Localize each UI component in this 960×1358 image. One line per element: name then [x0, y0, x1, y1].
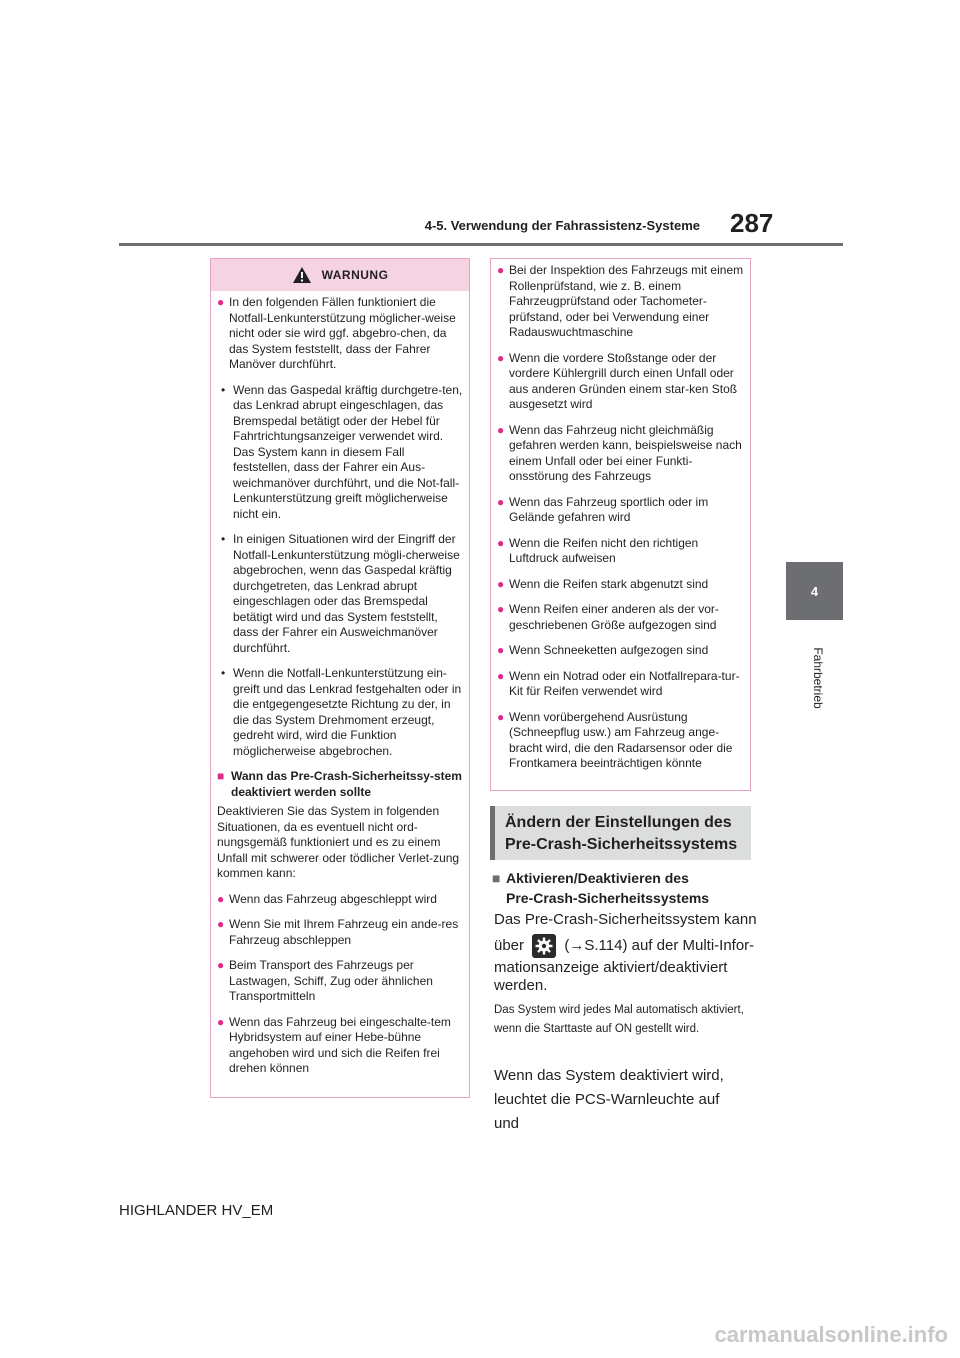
- body-text-line: über (→S.114) auf der Multi-Infor-: [494, 932, 764, 960]
- list-item: ● Wenn das Fahrzeug bei eingeschalte-tem Hybridsystem auf einer Hebe-bühne angehoben wird und sich die Reifen frei drehen können: [217, 1014, 451, 1075]
- bullet-icon: ●: [497, 709, 505, 724]
- list-item: ● Wenn vorübergehend Ausrüstung (Schneepflug usw.) am Fahrzeug ange-bracht wird, die den Radarsensor oder die Frontkamera beeinträchtigen könnte: [497, 709, 733, 770]
- bullet-icon: ●: [497, 263, 505, 277]
- subsection-heading: ■ Aktivieren/Deaktivieren des Pre-Crash-Sicherheitssystems: [492, 870, 710, 906]
- warning-triangle-icon: [292, 266, 312, 284]
- chapter-label: Fahrbetrieb: [811, 647, 825, 709]
- bullet-icon: ●: [497, 422, 505, 437]
- list-item: ● Wenn die vordere Stoßstange oder der vordere Kühlergrill durch einen Unfall oder aus anderen Gründen einem star-ken Stoß ausgesetzt wird: [497, 350, 738, 411]
- warning-continued-box: [490, 258, 751, 791]
- list-item: • In einigen Situationen wird der Eingriff der Notfall-Lenkunterstützung mögli-cherweise abgebrochen, wenn das Gaspedal kräftig durchgetreten, das Lenkrad abrupt eingeschlagen oder das Bremspedal betätigt wird und das System feststellt, dass der Fahrer ein Ausweichmanöver durchführt.: [221, 532, 460, 655]
- header-divider: [119, 243, 843, 246]
- bullet-icon: ●: [497, 535, 505, 550]
- list-item: ● Wenn das Fahrzeug nicht gleichmäßig gefahren werden kann, beispielsweise nach einem Unfall oder bei einer Funkti-onsstörung des Fahrzeugs: [497, 422, 742, 483]
- warning-box: [210, 258, 470, 1098]
- warning-subheading: ■ Wann das Pre-Crash-Sicherheitssy-stem deaktiviert werden sollte: [217, 769, 462, 799]
- bullet-icon: ●: [217, 891, 225, 906]
- list-item: ● Wenn die Reifen nicht den richtigen Luftdruck aufweisen: [497, 535, 699, 565]
- list-item: ● Wenn ein Notrad oder ein Notfallrepara-tur-Kit für Reifen verwendet wird: [497, 668, 740, 698]
- section-header-title: 4-5. Verwendung der Fahrassistenz-Systeme: [424, 218, 700, 233]
- list-item: ● Wenn das Fahrzeug sportlich oder im Gelände gefahren wird: [497, 494, 709, 524]
- list-item: ● Wenn das Fahrzeug abgeschleppt wird: [217, 891, 437, 906]
- section-title-line2: Pre-Crash-Sicherheitssystems: [505, 836, 738, 853]
- bullet-icon: ●: [497, 602, 505, 616]
- section-heading: [490, 806, 751, 860]
- bullet-icon: ●: [217, 295, 225, 309]
- warning-header: [211, 259, 469, 291]
- square-bullet-icon: ■: [492, 870, 501, 886]
- note-text: Das System wird jedes Mal automatisch aktiviert, wenn die Starttaste auf ON gestellt wird.: [494, 1004, 744, 1035]
- bullet-icon: ●: [497, 643, 505, 657]
- body-text-line: mationsanzeige aktiviert/deaktiviert: [494, 959, 728, 976]
- list-item: ● Wenn Schneeketten aufgezogen sind: [497, 643, 709, 657]
- list-item: ● Wenn Reifen einer anderen als der vor-geschriebenen Größe aufgezogen sind: [497, 602, 719, 632]
- chapter-number: 4: [810, 583, 819, 599]
- list-item: • Wenn das Gaspedal kräftig durchgetre-ten, das Lenkrad abrupt eingeschlagen, das Bremspedal betätigt oder der Hebel für Fahrtrichtungsanzeiger verwendet wird. Das System kann in diesem Fall feststellen, dass der Fahrer ein Aus-weichmanöver durchführt, und die Not-fall-Lenkunterstützung greift möglicherweise nicht ein.: [221, 382, 463, 521]
- gear-icon: [532, 934, 556, 958]
- bullet-icon: ●: [497, 350, 505, 365]
- list-item: • Wenn die Notfall-Lenkunterstützung ein-greift und das Lenkrad festgehalten oder in die entgegengesetzte Richtung zu der, in die das System Drehmoment erzeugt, gedreht wird, wird die Funktion möglicherweise abgebrochen.: [221, 666, 462, 758]
- body-text-2: Wenn das System deaktiviert wird, leuchtet die PCS-Warnleuchte auf und: [494, 1067, 724, 1132]
- bullet-icon: ●: [217, 958, 225, 972]
- bullet-icon: ●: [497, 494, 505, 509]
- bullet-icon: ●: [217, 917, 225, 931]
- warning-intro: ● In den folgenden Fällen funktioniert die Notfall-Lenkunterstützung möglicher-weise nicht oder sie wird ggf. abgebro-chen, da das System feststellt, dass der Fahrer Manöver durchführt.: [217, 295, 456, 371]
- body-text-line: werden.: [494, 977, 548, 994]
- footer-model: HIGHLANDER HV_EM: [119, 1202, 274, 1219]
- list-item: ● Beim Transport des Fahrzeugs per Lastwagen, Schiff, Zug oder ähnlichen Transportmitteln: [217, 958, 433, 1003]
- bullet-icon: ●: [497, 576, 505, 591]
- list-item: ● Wenn die Reifen stark abgenutzt sind: [497, 576, 709, 591]
- watermark: carmanualsonline.info: [714, 1322, 948, 1347]
- warning-title: WARNUNG: [321, 268, 389, 282]
- warning-subtext: Deaktivieren Sie das System in folgenden Situationen, da es eventuell nicht ord-nungsgemäß funktioniert und es zu einem Unfall mit schwerer oder tödlicher Verlet-zung kommen kann:: [217, 804, 460, 880]
- bullet-icon: ●: [497, 668, 505, 683]
- square-bullet-icon: ■: [217, 769, 225, 783]
- list-item: ● Wenn Sie mit Ihrem Fahrzeug ein ande-res Fahrzeug abschleppen: [217, 917, 459, 947]
- chapter-tab[interactable]: [786, 562, 843, 620]
- bullet-icon: ●: [217, 1014, 225, 1029]
- section-title-line1: Ändern der Einstellungen des: [505, 814, 732, 831]
- list-item: ● Bei der Inspektion des Fahrzeugs mit einem Rollenprüfstand, wie z. B. einem Fahrzeugprüfstand oder Tachometer-prüfstand, oder bei Verwendung einer Radauswuchtmaschine: [497, 263, 744, 339]
- body-text-line: Das Pre-Crash-Sicherheitssystem kann: [494, 911, 757, 928]
- page-number: 287: [730, 208, 774, 238]
